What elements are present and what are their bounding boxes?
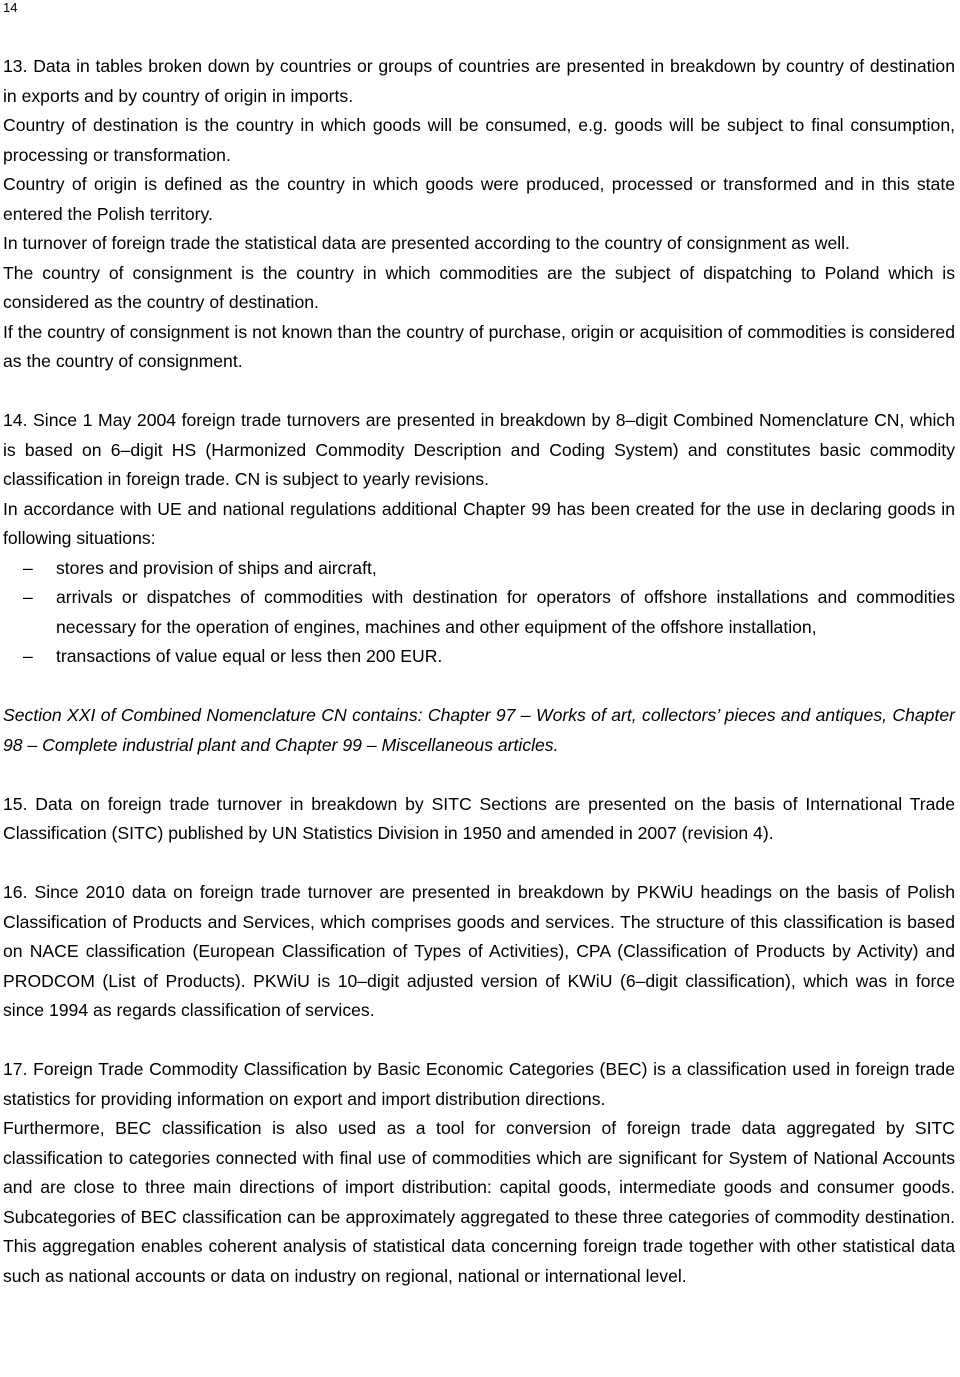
country-of-destination-definition: Country of destination is the country in which goods will be consumed, e.g. goods will be subject to final consumption, processing or transformation. [3, 115, 955, 165]
dash-marker: – [23, 587, 33, 607]
paragraph-gap [3, 849, 955, 879]
paragraph-gap [3, 1026, 955, 1056]
section-15-text: 15. Data on foreign trade turnover in breakdown by SITC Sections are presented on the basis of International Trade Classification (SITC) published by UN Statistics Division in 1950 and amended in 2007 (revision 4). [3, 793, 955, 843]
section-16-text: 16. Since 2010 data on foreign trade turnover are presented in breakdown by PKWiU headings on the basis of Polish Classification of Products and Services, which comprises goods and services. The structure of this classification is based on NACE classification (European Classification of Types of Activities), CPA (Classification of Products by Activity) and PRODCOM (List of Products). PKWiU is 10–digit adjusted version of KWiU (6–digit classification), which was in force since 1994 as regards classification of services. [3, 882, 955, 1020]
list-item [3, 554, 955, 584]
consignment-unknown-rule: If the country of consignment is not known than the country of purchase, origin or acquisition of commodities is considered as the country of consignment. [3, 321, 955, 371]
section-17-bec-note: Furthermore, BEC classification is also used as a tool for conversion of foreign trade data aggregated by SITC classification to categories connected with final use of commodities which are significant for System of National Accounts and are close to three main directions of import distribution: capital goods, intermediate goods and consumer goods. Subcategories of BEC classification can be approximately aggregated to these three categories of commodity destination. This aggregation enables coherent analysis of statistical data concerning foreign trade together with other statistical data such as national accounts or data on industry on regional, national or international level. [3, 1118, 955, 1286]
country-of-consignment-definition: The country of consignment is the country in which commodities are the subject of dispatching to Poland which is considered as the country of destination. [3, 262, 955, 312]
list-item-text: transactions of value equal or less then 200 EUR. [56, 646, 443, 666]
section-17 [3, 1055, 955, 1291]
list-item-text: stores and provision of ships and aircraft, [56, 557, 377, 578]
section-15 [3, 790, 955, 849]
document-body [3, 52, 955, 1291]
paragraph-gap [3, 760, 955, 790]
section-13 [3, 52, 955, 377]
list-item-text: arrivals or dispatches of commodities with destination for operators of offshore installations and commodities necessary for the operation of engines, machines and other equipment of the offshore installation, [56, 587, 955, 637]
section-xxi-note: Section XXI of Combined Nomenclature CN contains: Chapter 97 – Works of art, collectors’ pieces and antiques, Chapter 98 – Complete industrial plant and Chapter 99 – Miscellaneous articles. [3, 705, 955, 755]
section-13-intro: 13. Data in tables broken down by countries or groups of countries are presented in breakdown by country of destination in exports and by country of origin in imports. [3, 56, 955, 106]
page-number: 14 [3, 0, 18, 15]
section-14-intro: 14. Since 1 May 2004 foreign trade turnovers are presented in breakdown by 8–digit Combined Nomenclature CN, which is based on 6–digit HS (Harmonized Commodity Description and Coding System) and constitutes basic commodity classification in foreign trade. CN is subject to yearly revisions. [3, 410, 955, 489]
section-17-intro: 17. Foreign Trade Commodity Classification by Basic Economic Categories (BEC) is a classification used in foreign trade statistics for providing information on export and import distribution directions. [3, 1059, 955, 1109]
chapter-99-situations-list [3, 554, 955, 672]
list-item [3, 642, 955, 672]
paragraph-gap [3, 672, 955, 702]
country-of-consignment-note: In turnover of foreign trade the statistical data are presented according to the country of consignment as well. [3, 233, 850, 253]
section-16 [3, 878, 955, 1026]
chapter-99-intro: In accordance with UE and national regulations additional Chapter 99 has been created for the use in declaring goods in following situations: [3, 498, 955, 548]
list-item [3, 583, 955, 642]
section-14 [3, 406, 955, 760]
country-of-origin-definition: Country of origin is defined as the country in which goods were produced, processed or transformed and in this state entered the Polish territory. [3, 174, 955, 224]
dash-marker: – [23, 646, 33, 666]
dash-marker: – [23, 557, 33, 578]
paragraph-gap [3, 377, 955, 407]
